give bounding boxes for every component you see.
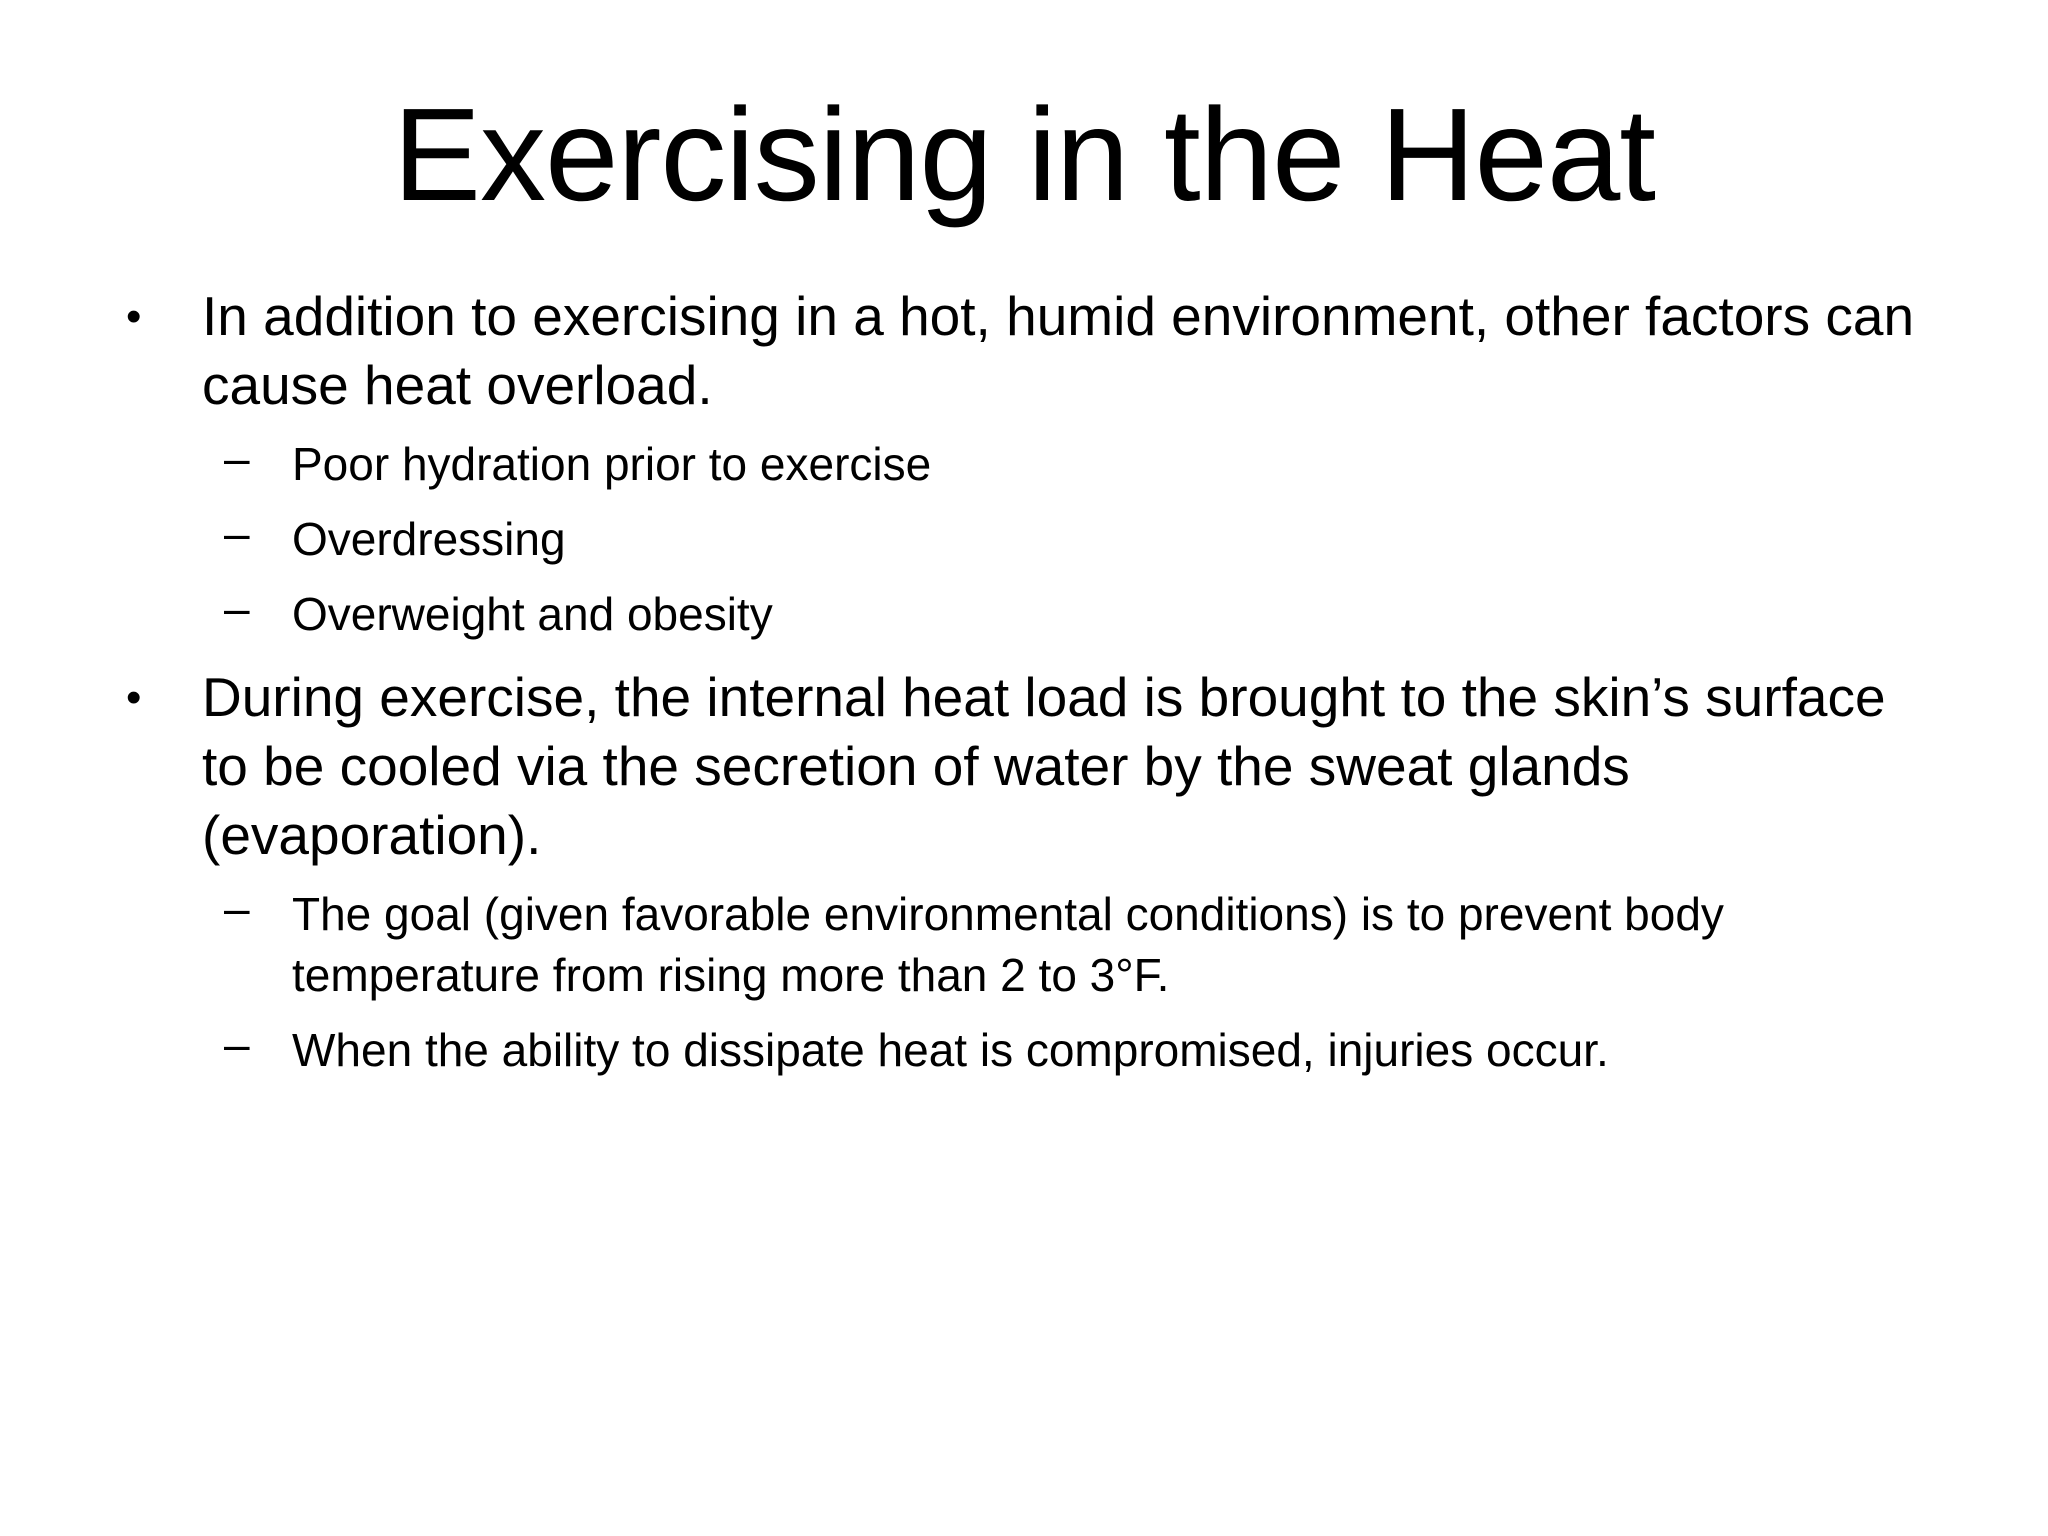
sub-bullet-text: When the ability to dissipate heat is compromised, injuries occur. bbox=[292, 1024, 1609, 1076]
sub-bullet-list bbox=[120, 884, 1920, 1081]
dash-icon: – bbox=[224, 1018, 250, 1070]
sub-bullet-text: Overweight and obesity bbox=[292, 588, 773, 640]
bullet-text: During exercise, the internal heat load is brought to the skin’s surface to be cooled via the secretion of water by the sweat glands (evaporation). bbox=[202, 666, 1886, 866]
dash-icon: – bbox=[224, 582, 250, 634]
sub-bullet-item bbox=[120, 509, 1920, 570]
sub-bullet-item bbox=[120, 884, 1920, 1006]
slide-body bbox=[120, 282, 1920, 1099]
sub-bullet-item bbox=[120, 584, 1920, 645]
dash-icon: – bbox=[224, 507, 250, 559]
dash-icon: – bbox=[224, 432, 250, 484]
bullet-text: In addition to exercising in a hot, humid environment, other factors can cause heat overload. bbox=[202, 285, 1915, 416]
slide-title: Exercising in the Heat bbox=[393, 81, 1655, 228]
sub-bullet-text: The goal (given favorable environmental conditions) is to prevent body temperature from rising more than 2 to 3°F. bbox=[292, 888, 1724, 1001]
dash-icon: – bbox=[224, 882, 250, 934]
bullet-icon: • bbox=[126, 673, 142, 722]
sub-bullet-item bbox=[120, 1020, 1920, 1081]
sub-bullet-text: Poor hydration prior to exercise bbox=[292, 438, 932, 490]
sub-bullet-item bbox=[120, 434, 1920, 495]
bullet-item bbox=[120, 663, 1920, 870]
bullet-item bbox=[120, 282, 1920, 420]
bullet-icon: • bbox=[126, 292, 142, 341]
sub-bullet-list bbox=[120, 434, 1920, 645]
sub-bullet-text: Overdressing bbox=[292, 513, 566, 565]
